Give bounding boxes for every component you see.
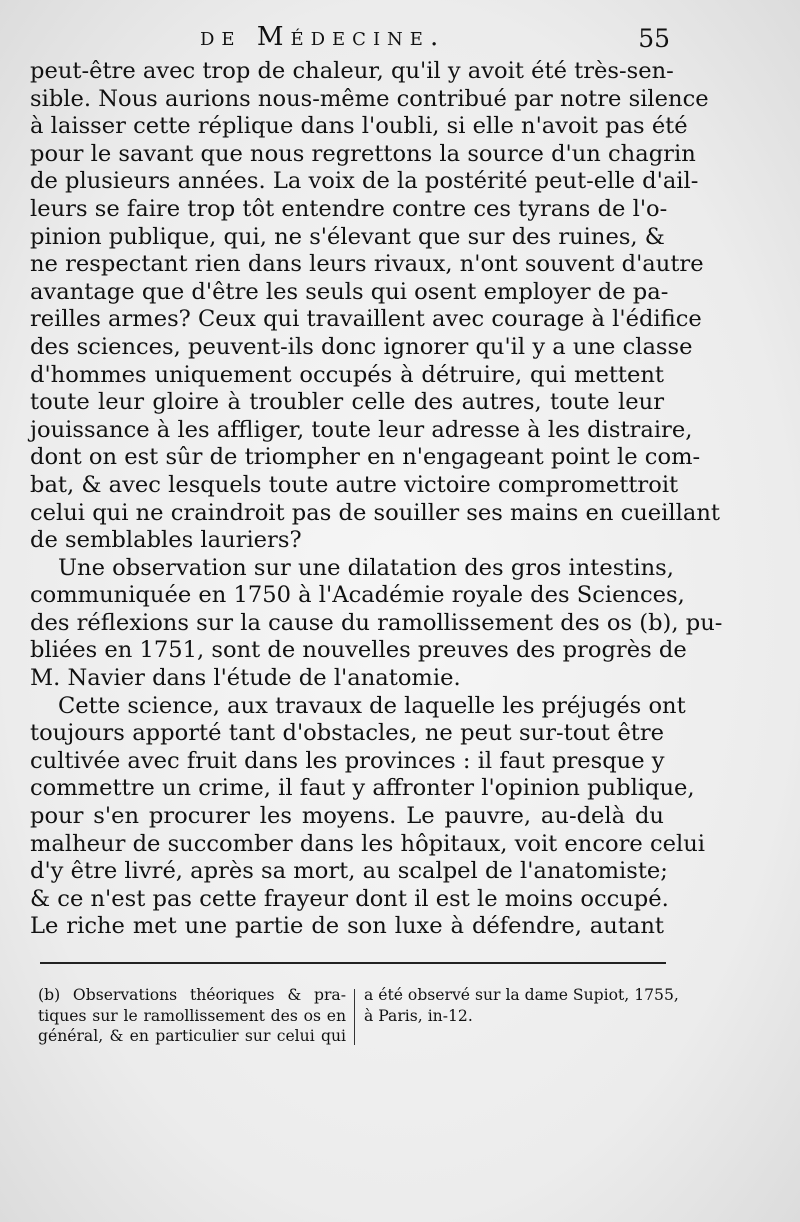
text-line: bliées en 1751, sont de nouvelles preuves des progrès de [30,637,687,664]
running-head: de Médecine. [200,22,446,52]
text-line: avantage que d'être les seuls qui osent employer de pa- [30,278,669,305]
text-line: Le riche met une partie de son luxe à défendre, autant [30,913,664,940]
text-line: & ce n'est pas cette frayeur dont il est le moins occupé. [30,885,669,912]
text-line: celui qui ne craindroit pas de souiller ses mains en cueillant [30,499,720,526]
footnote [38,985,679,1055]
text-line: jouissance à les affliger, toute leur adresse à les distraire, [30,416,693,443]
text-line: à laisser cette réplique dans l'oubli, si elle n'avoit pas été [30,113,688,140]
page-number: 55 [638,24,670,53]
footnote-column-left [38,985,346,1047]
footnote-line: à Paris, in-12. [364,1006,473,1025]
text-line: d'y être livré, après sa mort, au scalpel de l'anatomiste; [30,858,668,885]
footnote-column-divider [354,989,355,1045]
text-line: ne respectant rien dans leurs rivaux, n'ont souvent d'autre [30,251,704,278]
text-line: peut-être avec trop de chaleur, qu'il y avoit été très-sen- [30,58,674,84]
footnote-line: a été observé sur la dame Supiot, 1755, [364,986,679,1004]
text-line: Cette science, aux travaux de laquelle les préjugés ont [58,692,686,719]
footnote-line: général, & en particulier sur celui qui [38,1027,346,1045]
text-line: d'hommes uniquement occupés à détruire, qui mettent [30,361,664,388]
text-line: commettre un crime, il faut y affronter l'opinion publique, [30,775,695,802]
text-line: bat, & avec lesquels toute autre victoire compromettroit [30,471,679,498]
text-line: dont on est sûr de triompher en n'engageant point le com- [30,444,701,471]
text-line: communiquée en 1750 à l'Académie royale des Sciences, [30,582,685,609]
text-line: pinion publique, qui, ne s'élevant que sur des ruines, & [30,223,665,250]
text-line: de semblables lauriers? [30,527,302,554]
page-header [30,20,670,60]
text-line: sible. Nous aurions nous-même contribué par notre silence [30,85,709,112]
text-line: toujours apporté tant d'obstacles, ne peut sur-tout être [30,720,664,747]
text-line: Une observation sur une dilatation des gros intestins, [58,554,674,581]
text-line: leurs se faire trop tôt entendre contre ces tyrans de l'o- [30,195,668,222]
footnote-rule [40,962,666,964]
text-line: M. Navier dans l'étude de l'anatomie. [30,665,461,692]
footnote-line: tiques sur le ramollissement des os en [38,1006,346,1025]
footnote-column-right [364,985,679,1026]
main-text [30,58,723,941]
footnote-line: (b) Observations théoriques & pra- [38,986,346,1004]
text-line: de plusieurs années. La voix de la postérité peut-elle d'ail- [30,168,699,195]
text-line: des sciences, peuvent-ils donc ignorer qu'il y a une classe [30,333,693,360]
text-line: pour le savant que nous regrettons la source d'un chagrin [30,140,696,167]
text-line: des réflexions sur la cause du ramollissement des os (b), pu- [30,609,723,636]
text-line: toute leur gloire à troubler celle des autres, toute leur [30,389,664,416]
text-line: cultivée avec fruit dans les provinces : il faut presque y [30,747,665,774]
text-line: reilles armes? Ceux qui travaillent avec courage à l'édifice [30,306,702,333]
text-line: pour s'en procurer les moyens. Le pauvre, au-delà du [30,803,664,830]
text-line: malheur de succomber dans les hôpitaux, voit encore celui [30,830,705,857]
